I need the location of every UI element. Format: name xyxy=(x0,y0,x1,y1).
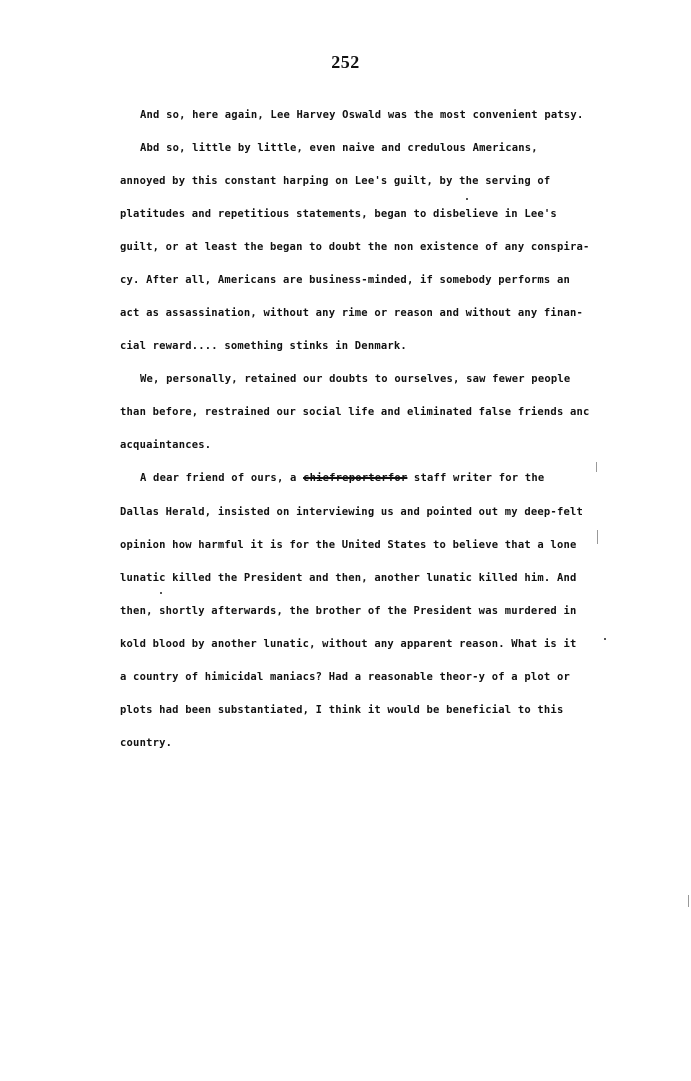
text-line: annoyed by this constant harping on Lee's guilt, by the serving of xyxy=(120,175,551,187)
text-line: We, personally, retained our doubts to ourselves, saw fewer people xyxy=(140,373,571,385)
text-line: then, shortly afterwards, the brother of the President was murdered in xyxy=(120,605,577,617)
text-line: Dallas Herald, insisted on interviewing us and pointed out my deep-felt xyxy=(120,506,584,518)
scan-speck xyxy=(466,198,468,200)
friend-line-end: staff writer for the xyxy=(407,472,545,484)
text-line: acquaintances. xyxy=(120,439,212,451)
scan-edge-mark xyxy=(596,462,597,472)
scan-speck xyxy=(160,592,162,594)
text-line: platitudes and repetitious statements, began to disbelieve in Lee's xyxy=(120,208,557,220)
page-number: 252 xyxy=(331,52,360,72)
struck-out-text: chiefreporterfor xyxy=(303,472,408,484)
text-line: And so, here again, Lee Harvey Oswald was the most convenient patsy. xyxy=(140,109,584,121)
text-line: opinion how harmful it is for the United States to believe that a lone xyxy=(120,539,577,551)
scan-edge-mark xyxy=(688,895,689,907)
text-line: plots had been substantiated, I think it would be beneficial to this xyxy=(120,704,564,716)
friend-line xyxy=(140,471,544,485)
text-line: a country of himicidal maniacs? Had a reasonable theor-y of a plot or xyxy=(120,671,570,683)
text-line: guilt, or at least the began to doubt the non existence of any conspira- xyxy=(120,241,590,253)
scan-speck xyxy=(604,638,606,640)
scan-edge-mark xyxy=(597,530,598,544)
text-line: Abd so, little by little, even naive and credulous Americans, xyxy=(140,142,538,154)
text-line: kold blood by another lunatic, without any apparent reason. What is it xyxy=(120,638,577,650)
friend-line-start: A dear friend of ours, a xyxy=(140,472,304,484)
text-line: act as assassination, without any rime or reason and without any finan- xyxy=(120,307,584,319)
text-line: than before, restrained our social life and eliminated false friends anc xyxy=(120,406,590,418)
text-line: cy. After all, Americans are business-minded, if somebody performs an xyxy=(120,274,570,286)
text-line: lunatic killed the President and then, another lunatic killed him. And xyxy=(120,572,577,584)
text-line: country. xyxy=(120,737,173,749)
text-line: cial reward.... something stinks in Denmark. xyxy=(120,340,407,352)
